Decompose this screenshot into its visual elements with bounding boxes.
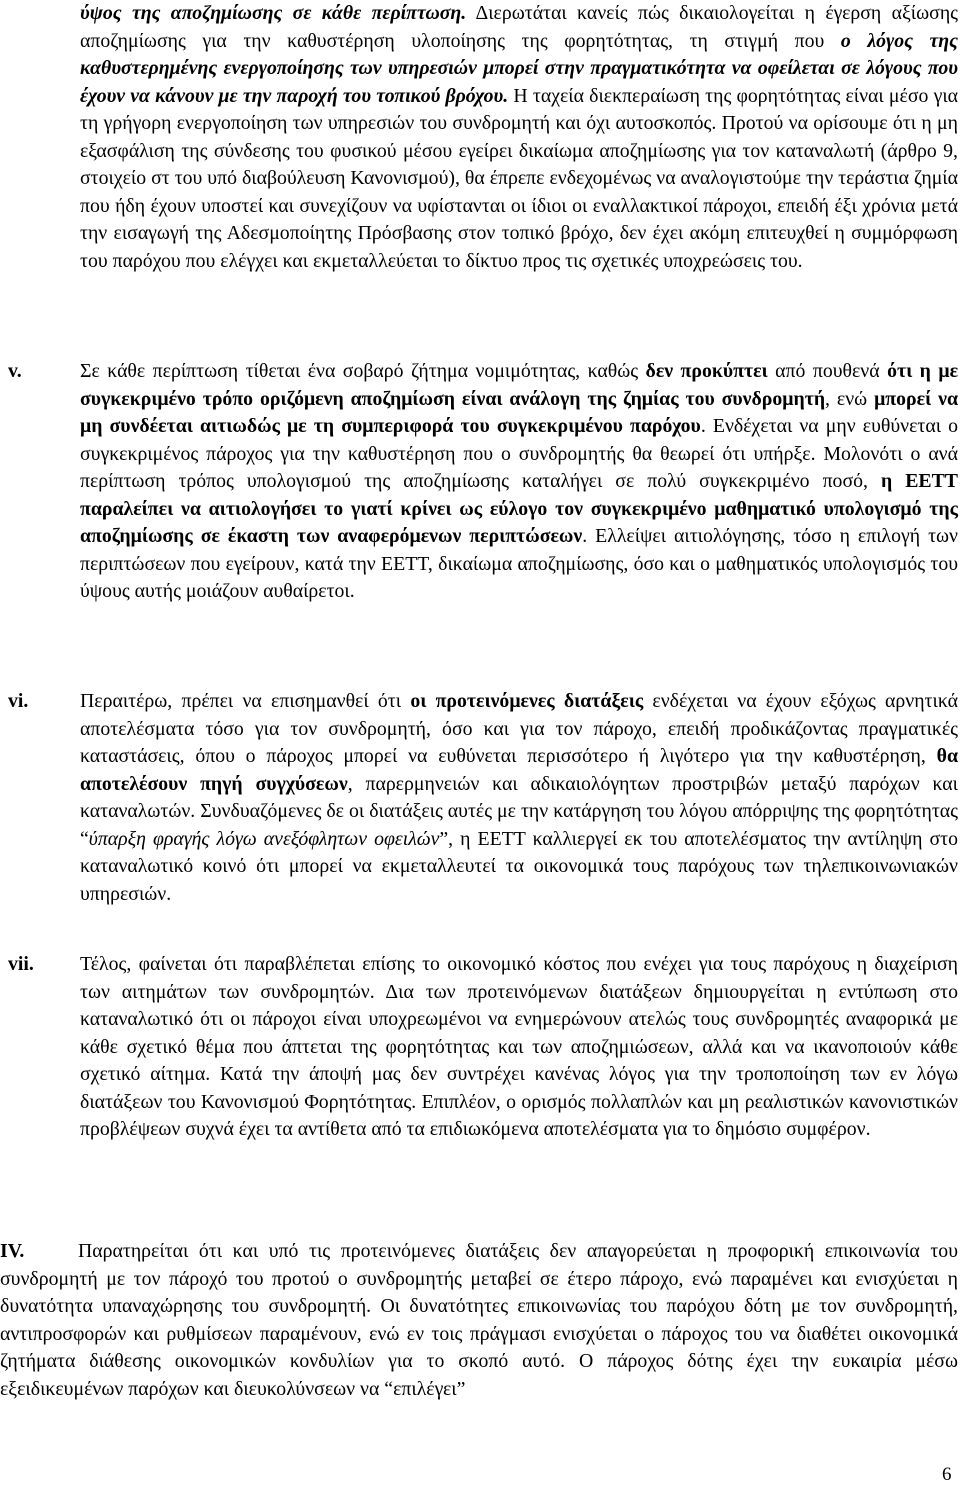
body-text: , παρερμηνειών και αδικαιολόγητων προστριβών μεταξύ παρόχων και καταναλωτών. Συνδυαζόμενες δε οι διατάξεις αυτές με την κατάργηση του λόγου απόρριψης της φορητότητας “ [80, 772, 958, 850]
body-text: Περαιτέρω, πρέπει να επισημανθεί ότι [80, 690, 411, 712]
italic-text: ύπαρξη φραγής λόγω ανεξόφλητων οφειλών [88, 827, 440, 850]
bold-text: η ΕΕΤΤ παραλείπει να αιτιολογήσει το γιατί κρίνει ως εύλογο τον συγκεκριμένο μαθηματικό υπολογισμό της αποζημίωσης σε έκαστη των αναφερόμενων περιπτώσεων [80, 470, 958, 547]
paragraph-item-vii: Τέλος, φαίνεται ότι παραβλέπεται επίσης το οικονομικό κόστος που ενέχει για τους παρόχους η διαχείριση των αιτημάτων των συνδρομητών. Δια των προτεινόμενων διατάξεων δημιουργείται η εντύπωση στο καταναλωτικό ότι οι πάροχοι είναι υποχρεωμένοι να ενημερώνουν ατελώς τους συνδρομητές αναφορικά με κάθε σχετικό θέμα που άπτεται της φορητότητας και των αποζημιώσεων, αλλά και να ικανοποιούν κάθε σχετικό αίτημα. Κατά την άποψή μας δεν συντρέχει κανένας λόγος για την τροποποίηση των εν λόγω διατάξεων του Κανονισμού Φορητότητας. Επιπλέον, ο ορισμός πολλαπλών και μη ρεαλιστικών κανονιστικών προβλέψεων συχνά έχει τα αντίθετα από τα επιδιωκόμενα αποτελέσματα για το δημόσιο συμφέρον. [80, 953, 958, 1140]
body-text: ”, η ΕΕΤΤ καλλιεργεί εκ του αποτελέσματος την αντίληψη στο καταναλωτικό κοινό ότι μπορεί να εκμεταλλευτεί τα οικονομικά τους παρόχους των τηλεπικοινωνιακών υπηρεσιών. [80, 827, 958, 905]
body-text: , ενώ [825, 387, 875, 410]
body-text: ενδέχεται να έχουν εξόχως αρνητικά αποτελέσματα τόσο για τον συνδρομητή, όσο και για τον πάροχο, επειδή προδικάζοντας πραγματικές καταστάσεις, όπου ο πάροχος μπορεί να ευθύνεται περισσότερο ή λιγότερο για την καθυστέρηση, [80, 690, 958, 767]
bold-italic-text: ο λόγος της καθυστερημένης ενεργοποίησης των υπηρεσιών μπορεί στην πραγματικότητα να οφείλεται σε λόγους που έχουν να κάνουν με την παροχή του τοπικού βρόχου. [80, 29, 958, 107]
bold-italic-text: ύψος της αποζημίωσης σε κάθε περίπτωση. [80, 2, 467, 24]
bold-text: μπορεί να μη συνδέεται αιτιωδώς με τη συμπεριφορά του συγκεκριμένου παρόχου [80, 387, 958, 437]
body-text: Προτού να ορίσουμε ότι η μη εξασφάλιση της σύνδεσης του φυσικού μέσου εγείρει δικαίωμα αποζημίωσης για τον καταναλωτή (άρθρο 9, στοιχείο στ του υπό διαβούλευση Κανονισμού), θα έπρεπε ενδεχομένως να αναλογιστούμε την τεράστια ζημία που ήδη έχουν υποστεί και συνεχίζουν να υφίστανται οι ίδιοι οι εναλλακτικοί πάροχοι, επειδή έξι χρόνια μετά την εισαγωγή της Αδεσμοποίητης Πρόσβασης στον τοπικό βρόχο, δεν έχει ακόμη επιτευχθεί η συμμόρφωση του παρόχου που ελέγχει και εκμεταλλεύεται το δίκτυο προς τις σχετικές υποχρεώσεις του. [80, 112, 958, 272]
body-text: Η ταχεία διεκπεραίωση της φορητότητας είναι μέσο για τη γρήγορη ενεργοποίηση των υπηρεσιών του συνδρομητή και όχι αυτοσκοπός. [80, 84, 959, 134]
body-text: . Ελλείψει αιτιολόγησης, τόσο η επιλογή των περιπτώσεων που εγείρουν, κατά την ΕΕΤΤ, δικαίωμα αποζημίωσης, όσο και ο μαθηματικός υπολογισμός του ύψους αυτής μοιάζουν αυθαίρετοι. [80, 525, 958, 602]
page-number: 6 [942, 1464, 952, 1485]
body-text: Σε κάθε περίπτωση τίθεται ένα σοβαρό ζήτημα νομιμότητας, καθώς [80, 360, 646, 382]
bold-text: θα αποτελέσουν πηγή συγχύσεων [80, 745, 958, 795]
paragraph-iv-continuation [80, 0, 958, 275]
paragraph-item-vi [80, 688, 958, 908]
item-number-v: v. [8, 360, 22, 382]
paragraph-section-iv: Παρατηρείται ότι και υπό τις προτεινόμενες διατάξεις δεν απαγορεύεται η προφορική επικοινωνία του συνδρομητή με τον πάροχό του προτού ο συνδρομητής μεταβεί σε έτερο πάροχο, ενώ παραμένει και ενισχύεται η δυνατότητα υπαναχώρησης του συνδρομητή. Οι δυνατότητες επικοινωνίας του παρόχου δότη με τον συνδρομητή, αντιπροσφορών και ρυθμίσεων παραμένουν, ενώ εν τοις πράγμασι ενισχύεται ο πάροχος του να διαθέτει οικονομικά ζητήματα διάθεσης οικονομικών κονδυλίων για το σκοπό αυτό. Ο πάροχος δότης έχει την ευκαιρία μέσω εξειδικευμένων παρόχων και διευκολύνσεων να “επιλέγει” [0, 1240, 958, 1400]
item-number-vi: vi. [8, 690, 29, 712]
body-text: από πουθενά [767, 360, 888, 382]
body-text: . Ενδέχεται να μην ευθύνεται ο συγκεκριμένος πάροχος για την καθυστέρηση που ο συνδρομητής θα θεωρεί ότι υπήρξε. Μολονότι ο ανά περίπτωση τρόπος υπολογισμού της αποζημίωσης καταλήγει σε πολύ συγκεκριμένο ποσό, [80, 415, 959, 492]
bold-text: δεν προκύπτει [645, 360, 768, 382]
body-text: Διερωτάται κανείς πώς δικαιολογείται η έγερση αξίωσης αποζημίωσης για την καθυστέρηση υλοποίησης της φορητότητας, τη στιγμή που [80, 2, 958, 52]
item-number-vii: vii. [8, 953, 34, 975]
paragraph-item-v [80, 358, 958, 606]
section-number-iv: IV. [0, 1240, 25, 1262]
bold-text: οι προτεινόμενες διατάξεις [410, 690, 644, 712]
bold-text: ότι η με συγκεκριμένο τρόπο οριζόμενη αποζημίωση είναι ανάλογη της ζημίας του συνδρομητή [80, 360, 959, 410]
